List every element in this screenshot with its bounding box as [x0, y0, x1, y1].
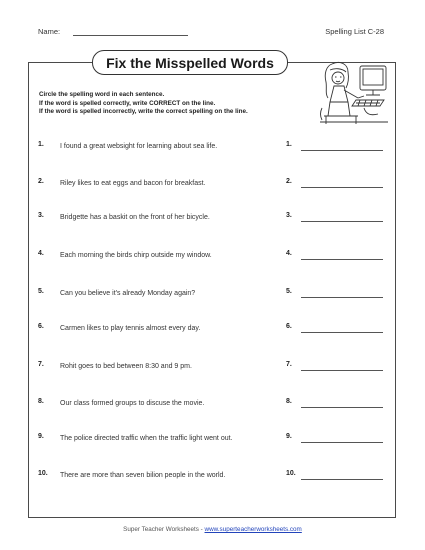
answer-number: 5.	[286, 288, 292, 295]
answer-line[interactable]	[301, 442, 383, 443]
answer-number: 6.	[286, 323, 292, 330]
question-sentence: I found a great websight for learning about sea life.	[60, 143, 218, 150]
answer-number: 3.	[286, 212, 292, 219]
question-row	[0, 398, 425, 422]
girl-at-computer-clipart	[318, 56, 390, 126]
question-number: 7.	[38, 361, 44, 368]
instruction-line-3: If the word is spelled incorrectly, write the correct spelling on the line.	[39, 108, 248, 116]
question-sentence: There are more than seven bilion people in the world.	[60, 472, 226, 479]
question-sentence: Our class formed groups to discuse the movie.	[60, 400, 205, 407]
answer-number: 8.	[286, 398, 292, 405]
question-number: 4.	[38, 250, 44, 257]
name-label: Name:	[38, 27, 61, 36]
question-number: 10.	[38, 470, 48, 477]
question-sentence: Bridgette has a baskit on the front of her bicycle.	[60, 214, 210, 221]
answer-line[interactable]	[301, 221, 383, 222]
answer-line[interactable]	[301, 332, 383, 333]
answer-number: 7.	[286, 361, 292, 368]
question-number: 2.	[38, 178, 44, 185]
answer-number: 4.	[286, 250, 292, 257]
question-sentence: Can you believe it's already Monday again?	[60, 290, 196, 297]
question-sentence: The police directed traffic when the traffic light went out.	[60, 435, 233, 442]
page-title: Fix the Misspelled Words	[92, 50, 288, 75]
answer-line[interactable]	[301, 370, 383, 371]
name-line[interactable]	[73, 35, 188, 36]
question-row	[0, 433, 425, 457]
answer-number: 1.	[286, 141, 292, 148]
instructions	[39, 91, 248, 117]
answer-number: 10.	[286, 470, 296, 477]
question-row	[0, 470, 425, 494]
answer-line[interactable]	[301, 187, 383, 188]
question-sentence: Carmen likes to play tennis almost every day.	[60, 325, 201, 332]
question-sentence: Riley likes to eat eggs and bacon for breakfast.	[60, 180, 206, 187]
footer-brand: Super Teacher Worksheets	[123, 526, 199, 533]
question-row	[0, 288, 425, 312]
instruction-line-1: Circle the spelling word in each sentence.	[39, 91, 165, 98]
question-number: 8.	[38, 398, 44, 405]
question-number: 3.	[38, 212, 44, 219]
footer	[0, 526, 425, 533]
question-number: 1.	[38, 141, 44, 148]
question-row	[0, 178, 425, 202]
question-row	[0, 323, 425, 347]
answer-line[interactable]	[301, 297, 383, 298]
question-number: 9.	[38, 433, 44, 440]
answer-line[interactable]	[301, 479, 383, 480]
footer-separator: -	[200, 526, 203, 533]
question-number: 6.	[38, 323, 44, 330]
answer-line[interactable]	[301, 407, 383, 408]
spelling-list-label: Spelling List C-28	[325, 27, 384, 36]
question-row	[0, 141, 425, 165]
question-number: 5.	[38, 288, 44, 295]
question-row	[0, 250, 425, 274]
answer-line[interactable]	[301, 150, 383, 151]
answer-number: 2.	[286, 178, 292, 185]
question-sentence: Each morning the birds chirp outside my window.	[60, 252, 212, 259]
answer-line[interactable]	[301, 259, 383, 260]
answer-number: 9.	[286, 433, 292, 440]
footer-link[interactable]: www.superteacherworksheets.com	[204, 526, 302, 533]
question-row	[0, 361, 425, 385]
question-row	[0, 212, 425, 236]
question-sentence: Rohit goes to bed between 8:30 and 9 pm.	[60, 363, 192, 370]
instruction-line-2: If the word is spelled correctly, write CORRECT on the line.	[39, 99, 216, 107]
